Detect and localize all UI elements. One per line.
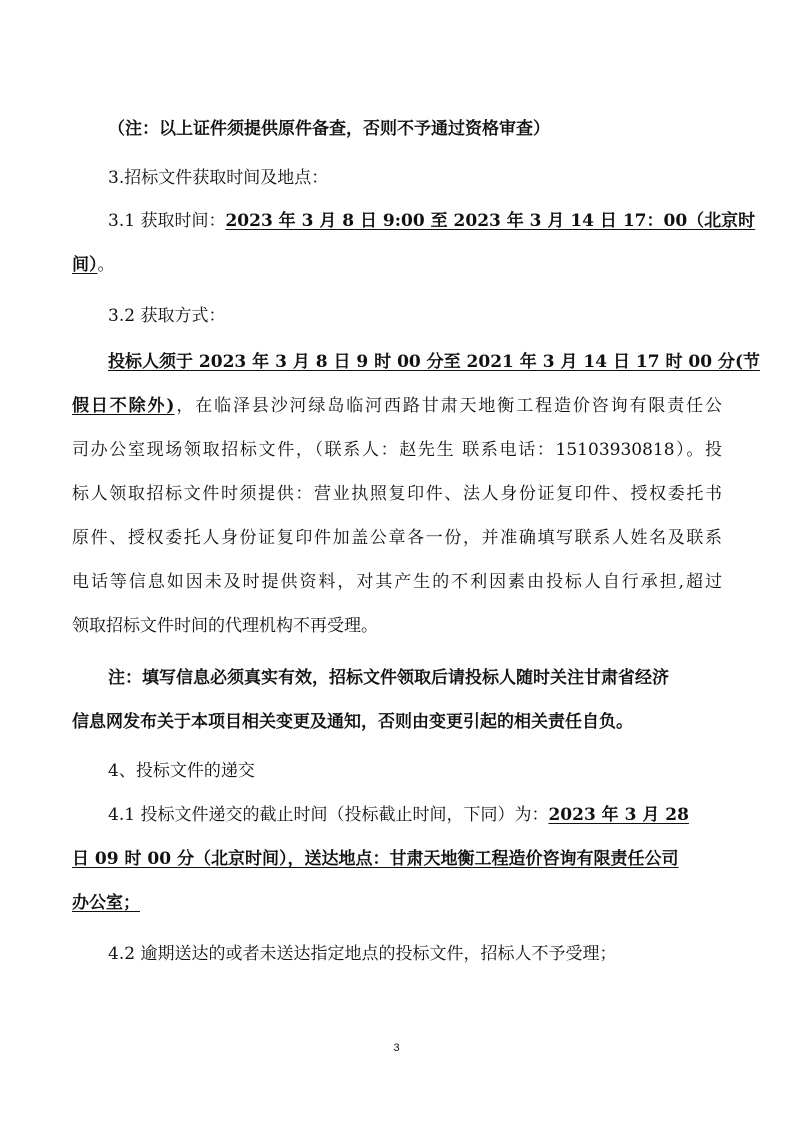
section-3-2-requirements-3: 电话等信息如因未及时提供资料，对其产生的不利因素由投标人自行承担,超过 [72, 572, 722, 592]
section-3-2-holiday: 假日不除外) [72, 396, 175, 416]
section-4-heading [108, 758, 255, 784]
section-3-1-time-end: 间） [72, 255, 98, 275]
section-3-2-heading-text: 3.2 获取方式： [108, 306, 226, 326]
section-3-2-location: ，在临泽县沙河绿岛临河西路甘肃天地衡工程造价咨询有限责任公 [174, 396, 723, 416]
section-3-1-time: 2023 年 3 月 8 日 9:00 至 2023 年 3 月 14 日 17：00（北京时 [225, 211, 756, 231]
section-4-2 [108, 941, 616, 967]
section-4-1-deadline: 2023 年 3 月 28 [548, 805, 689, 825]
section-3-2-line-5 [72, 525, 722, 551]
section-4-1-office: 办公室； [72, 893, 140, 913]
section-3-heading [108, 165, 328, 191]
section-3-2-requirements-1: 标人领取招标文件时须提供：营业执照复印件、法人身份证复印件、授权委托书 [72, 484, 722, 504]
note-info-line-2 [72, 709, 633, 735]
section-3-2-requirements-2: 原件、授权委托人身份证复印件加盖公章各一份，并准确填写联系人姓名及联系 [72, 528, 722, 548]
section-4-1-deadline-location: 日 09 时 00 分（北京时间），送达地点：甘肃天地衡工程造价咨询有限责任公司 [72, 849, 679, 869]
note-qualification [108, 116, 550, 142]
section-4-1-line-3 [72, 890, 140, 916]
section-3-2-line-1 [108, 349, 760, 375]
note-info-text-1: 注：填写信息必须真实有效，招标文件领取后请投标人随时关注甘肃省经济 [108, 668, 669, 688]
section-3-1-period: 。 [97, 255, 115, 275]
section-3-2-line-6 [72, 569, 722, 595]
note-info-line-1 [108, 665, 669, 691]
section-3-2-heading [108, 303, 225, 329]
section-3-2-line-3 [72, 437, 722, 463]
page-number: 3 [393, 1042, 400, 1054]
section-4-heading-text: 4、投标文件的递交 [108, 761, 255, 781]
section-3-1-line-1 [108, 208, 755, 234]
section-3-2-requirements-4: 领取招标文件时间的代理机构不再受理。 [72, 616, 378, 636]
section-3-1-line-2 [72, 252, 115, 278]
section-3-2-line-7 [72, 613, 378, 639]
section-4-2-text: 4.2 逾期送达的或者未送达指定地点的投标文件，招标人不予受理； [108, 944, 617, 964]
note-qualification-text: （注：以上证件须提供原件备查，否则不予通过资格审查） [108, 119, 550, 139]
note-info-text-2: 信息网发布关于本项目相关变更及通知，否则由变更引起的相关责任自负。 [72, 712, 633, 732]
section-3-2-time: 投标人须于 2023 年 3 月 8 日 9 时 00 分至 2021 年 3 月 14 日 17 时 00 分(节 [108, 352, 760, 372]
section-3-1-prefix: 3.1 获取时间： [108, 211, 226, 231]
section-4-1-line-1 [108, 802, 689, 828]
section-3-2-line-2 [72, 393, 722, 419]
section-4-1-prefix: 4.1 投标文件递交的截止时间（投标截止时间，下同）为： [108, 805, 549, 825]
section-4-1-line-2 [72, 846, 679, 872]
section-3-heading-text: 3.招标文件获取时间及地点： [108, 168, 329, 188]
section-3-2-line-4 [72, 481, 722, 507]
section-3-2-contact: 司办公室现场领取招标文件，（联系人：赵先生 联系电话：15103930818）。投 [72, 440, 722, 460]
